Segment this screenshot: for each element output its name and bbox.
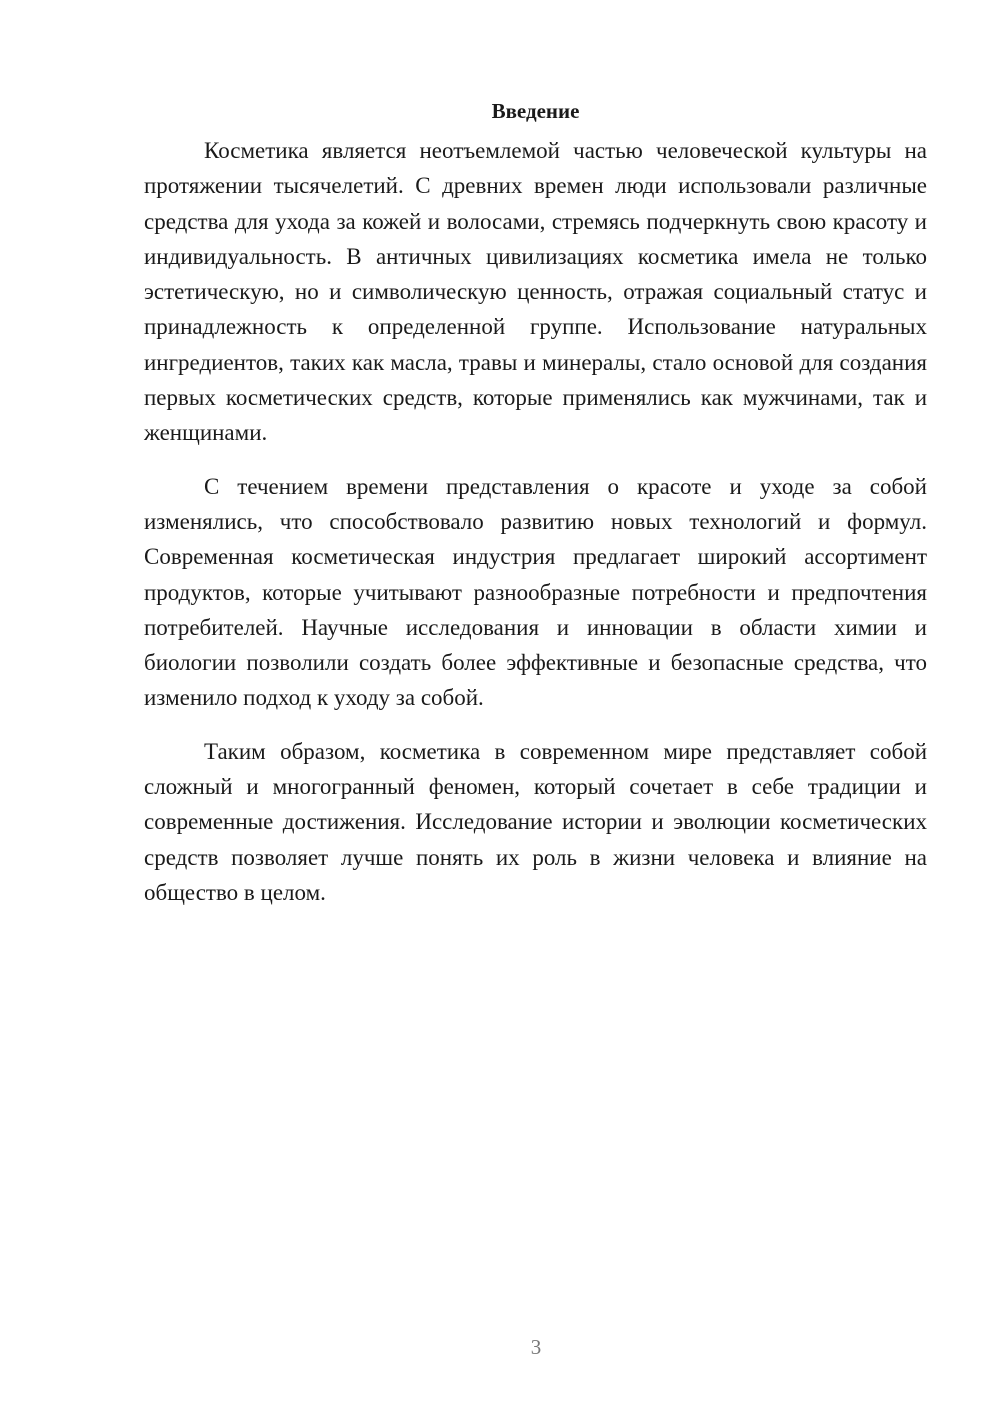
page-content	[144, 93, 927, 928]
page-number: 3	[530, 1335, 542, 1359]
paragraph-2: С течением времени представления о красоте и уходе за собой изменялись, что способствовало развитию новых технологий и формул. Современная косметическая индустрия предлагает широкий ассортимент продуктов, которые учитывают разнообразные потребности и предпочтения потребителей. Научные исследования и инновации в области химии и биологии позволили создать более эффективные и безопасные средства, что изменило подход к уходу за собой.	[144, 473, 927, 711]
paragraph-1: Косметика является неотъемлемой частью человеческой культуры на протяжении тысячелетий. С древних времен люди использовали различные средства для ухода за кожей и волосами, стремясь подчеркнуть свою красоту и индивидуальность. В античных цивилизациях косметика имела не только эстетическую, но и символическую ценность, отражая социальный статус и принадлежность к определенной группе. Использование натуральных ингредиентов, таких как масла, травы и минералы, стало основой для создания первых косметических средств, которые применялись как мужчинами, так и женщинами.	[144, 138, 927, 446]
paragraph-3: Таким образом, косметика в современном мире представляет собой сложный и многогранный феномен, который сочетает в себе традиции и современные достижения. Исследование истории и эволюции косметических средств позволяет лучше понять их роль в жизни человека и влияние на общество в целом.	[144, 738, 927, 905]
section-heading: Введение	[491, 99, 580, 123]
